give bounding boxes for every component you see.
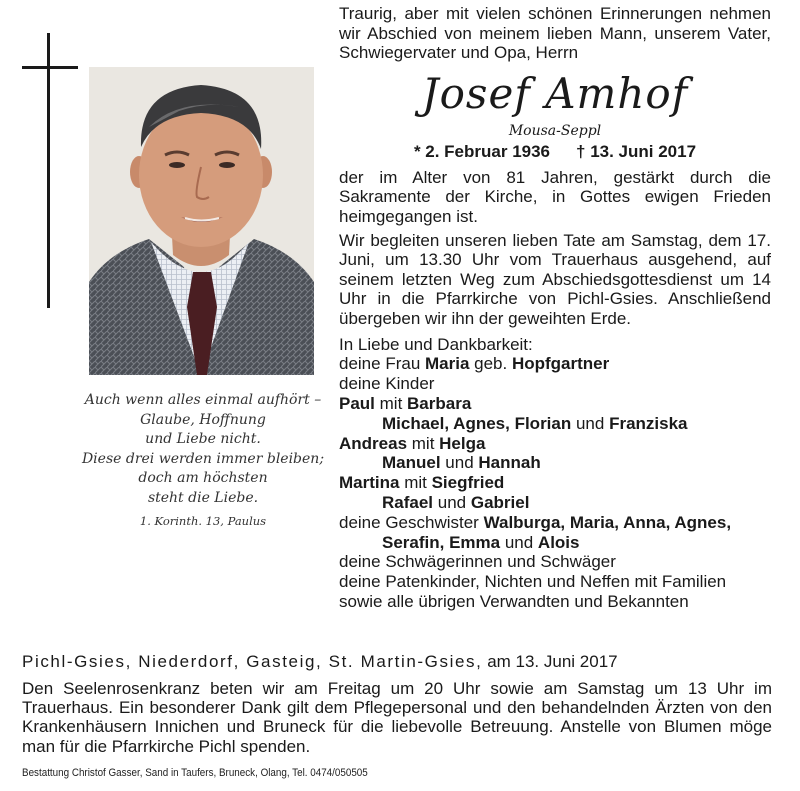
birth-date: * 2. Februar 1936	[413, 141, 551, 161]
place-date: am 13. Juni 2017	[487, 652, 618, 671]
quote-reference: 1. Korinth. 13, Paulus	[139, 514, 267, 528]
family-children-label: deine Kinder	[339, 374, 435, 394]
family-others: sowie alle übrigen Verwandten und Bekannten	[339, 591, 689, 611]
family-child: Martina mit Siegfried	[339, 473, 505, 493]
funeral-home-footer: Bestattung Christof Gasser, Sand in Taufers, Bruneck, Olang, Tel. 0474/050505	[22, 767, 368, 779]
family-grandchildren: Rafael und Gabriel	[382, 492, 530, 512]
death-date: † 13. Juni 2017	[576, 141, 697, 161]
places: Pichl-Gsies, Niederdorf, Gasteig, St. Martin-Gsies,	[22, 652, 483, 671]
quote-line: und Liebe nicht.	[145, 431, 261, 447]
family-child: Andreas mit Helga	[339, 433, 486, 453]
family-siblings: deine Geschwister Walburga, Maria, Anna, Agnes,	[339, 512, 732, 532]
family-list	[339, 335, 771, 612]
bible-quote	[78, 391, 328, 528]
rosary-paragraph: Den Seelenrosenkranz beten wir am Freitag um 20 Uhr sowie am Samstag um 13 Uhr im Trauerhaus. Ein besonderer Dank gilt dem Pflegepersonal und den behandelnden Ärzten von den Krankenhäusern Innichen und Bruneck für die liebevolle Betreuung. Anstelle von Blumen möge man für die Pfarrkirche Pichl spenden.	[22, 679, 772, 756]
family-godchildren: deine Patenkinder, Nichten und Neffen mit Familien	[339, 572, 727, 592]
quote-line: doch am höchsten	[138, 470, 268, 486]
life-dates	[339, 142, 771, 162]
quote-line: Glaube, Hoffnung	[140, 411, 266, 428]
family-siblings-cont: Serafin, Emma und Alois	[382, 532, 580, 552]
closing-block	[22, 651, 772, 756]
age-paragraph: der im Alter von 81 Jahren, gestärkt durch die Sakramente der Kirche, in Gottes ewigen Frieden heimgegangen ist.	[339, 167, 771, 226]
family-wife: deine Frau Maria geb. Hopfgartner	[339, 354, 610, 374]
funeral-paragraph: Wir begleiten unseren lieben Tate am Samstag, dem 17. Juni, um 13.30 Uhr vom Trauerhaus ausgehend, auf seinem letzten Weg zum Abschiedsgottesdienst um 14 Uhr in die Pfarrkirche von Pichl-Gsies. Anschließend übergeben wir ihn der geweihten Erde.	[339, 230, 771, 328]
deceased-name: Josef Amhof	[421, 68, 689, 118]
family-grandchildren: Michael, Agnes, Florian und Franziska	[382, 413, 688, 433]
family-child: Paul mit Barbara	[339, 393, 472, 413]
family-grandchildren: Manuel und Hannah	[382, 453, 541, 473]
nickname: Mousa-Seppl	[508, 122, 602, 139]
place-line	[22, 651, 772, 673]
quote-line: steht die Liebe.	[147, 489, 259, 506]
cross-icon	[47, 33, 50, 308]
family-inlaws: deine Schwägerinnen und Schwäger	[339, 552, 616, 572]
family-heading: In Liebe und Dankbarkeit:	[339, 334, 533, 354]
cross-icon-bar	[22, 66, 78, 69]
quote-line: Diese drei werden immer bleiben;	[81, 450, 325, 467]
quote-line: Auch wenn alles einmal aufhört –	[84, 392, 322, 408]
main-text	[339, 4, 771, 612]
portrait-photo	[89, 67, 314, 375]
intro-text: Traurig, aber mit vielen schönen Erinnerungen nehmen wir Abschied von meinem lieben Mann, unserem Vater, Schwiegervater und Opa, Herrn	[339, 4, 771, 63]
